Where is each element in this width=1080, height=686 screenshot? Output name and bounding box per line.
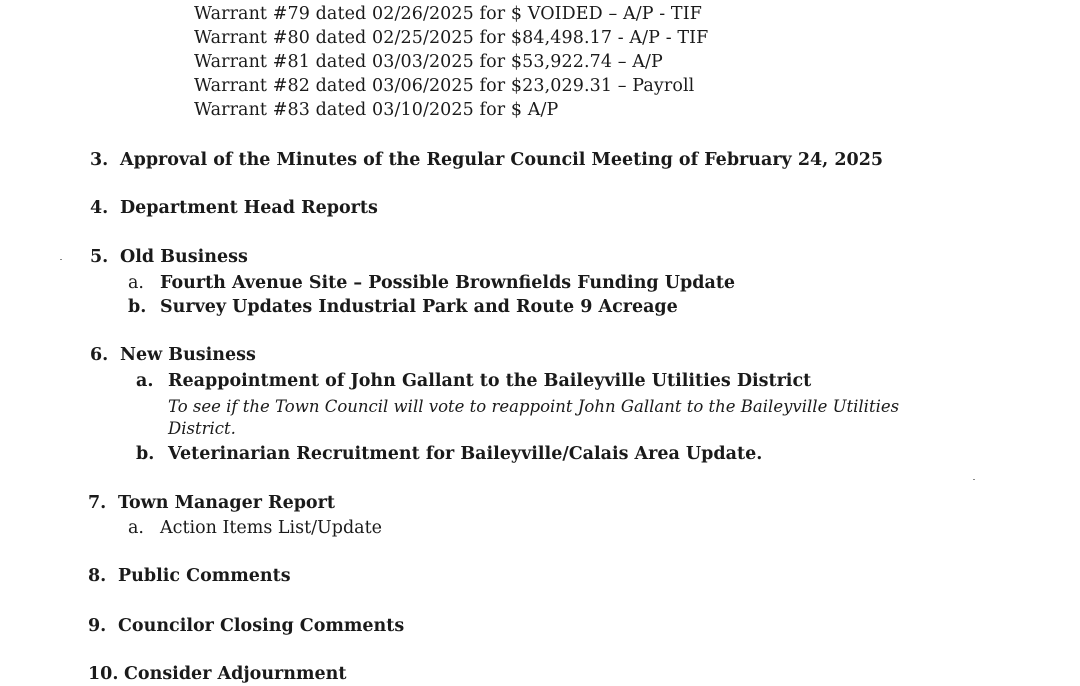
scan-speck <box>973 479 975 480</box>
item-title: Town Manager Report <box>118 493 335 513</box>
sub-letter: b. <box>136 444 155 464</box>
item-number: 9. <box>88 616 107 636</box>
agenda-item-6 <box>90 343 256 367</box>
warrant-79: Warrant #79 dated 02/26/2025 for $ VOIDED – A/P - TIF <box>194 4 702 24</box>
item-title: Approval of the Minutes of the Regular Council Meeting of February 24, 2025 <box>120 150 884 170</box>
item-title: Consider Adjournment <box>124 664 347 684</box>
agenda-item-4 <box>90 196 378 220</box>
sub-letter: a. <box>128 518 144 538</box>
agenda-item-5b <box>128 295 678 319</box>
warrant-82: Warrant #82 dated 03/06/2025 for $23,029.31 – Payroll <box>194 76 695 96</box>
item-title: Department Head Reports <box>120 198 378 218</box>
item-number: 6. <box>90 345 109 365</box>
item-number: 5. <box>90 247 109 267</box>
item-title: Councilor Closing Comments <box>118 616 405 636</box>
sub-letter: a. <box>136 371 154 391</box>
agenda-item-5a <box>128 271 735 295</box>
agenda-item-5 <box>90 245 248 269</box>
sub-title: Action Items List/Update <box>160 518 382 538</box>
agenda-item-6a-description: To see if the Town Council will vote to reappoint John Gallant to the Baileyville Utilities District. <box>168 397 900 438</box>
sub-letter: a. <box>128 273 144 293</box>
agenda-item-7 <box>88 491 335 515</box>
agenda-item-7a <box>128 516 382 540</box>
item-number: 10. <box>88 664 119 684</box>
item-title: Old Business <box>120 247 248 267</box>
item-title: Public Comments <box>118 566 291 586</box>
warrant-83: Warrant #83 dated 03/10/2025 for $ A/P <box>194 100 559 120</box>
item-number: 8. <box>88 566 107 586</box>
sub-title: Reappointment of John Gallant to the Baileyville Utilities District <box>168 371 812 391</box>
sub-title: Veterinarian Recruitment for Baileyville/Calais Area Update. <box>168 444 763 464</box>
item-number: 7. <box>88 493 107 513</box>
item-number: 4. <box>90 198 109 218</box>
scan-speck <box>60 259 62 260</box>
item-title: New Business <box>120 345 256 365</box>
sub-letter: b. <box>128 297 147 317</box>
agenda-item-3 <box>90 148 883 172</box>
warrant-81: Warrant #81 dated 03/03/2025 for $53,922.74 – A/P <box>194 52 663 72</box>
sub-title: Fourth Avenue Site – Possible Brownfields Funding Update <box>160 273 736 293</box>
agenda-item-6a <box>136 369 811 393</box>
agenda-item-6b <box>136 442 762 466</box>
agenda-item-10 <box>88 662 346 686</box>
item-number: 3. <box>90 150 109 170</box>
agenda-item-9 <box>88 614 404 638</box>
sub-title: Survey Updates Industrial Park and Route 9 Acreage <box>160 297 678 317</box>
agenda-item-8 <box>88 564 291 588</box>
warrant-80: Warrant #80 dated 02/25/2025 for $84,498.17 - A/P - TIF <box>194 28 709 48</box>
